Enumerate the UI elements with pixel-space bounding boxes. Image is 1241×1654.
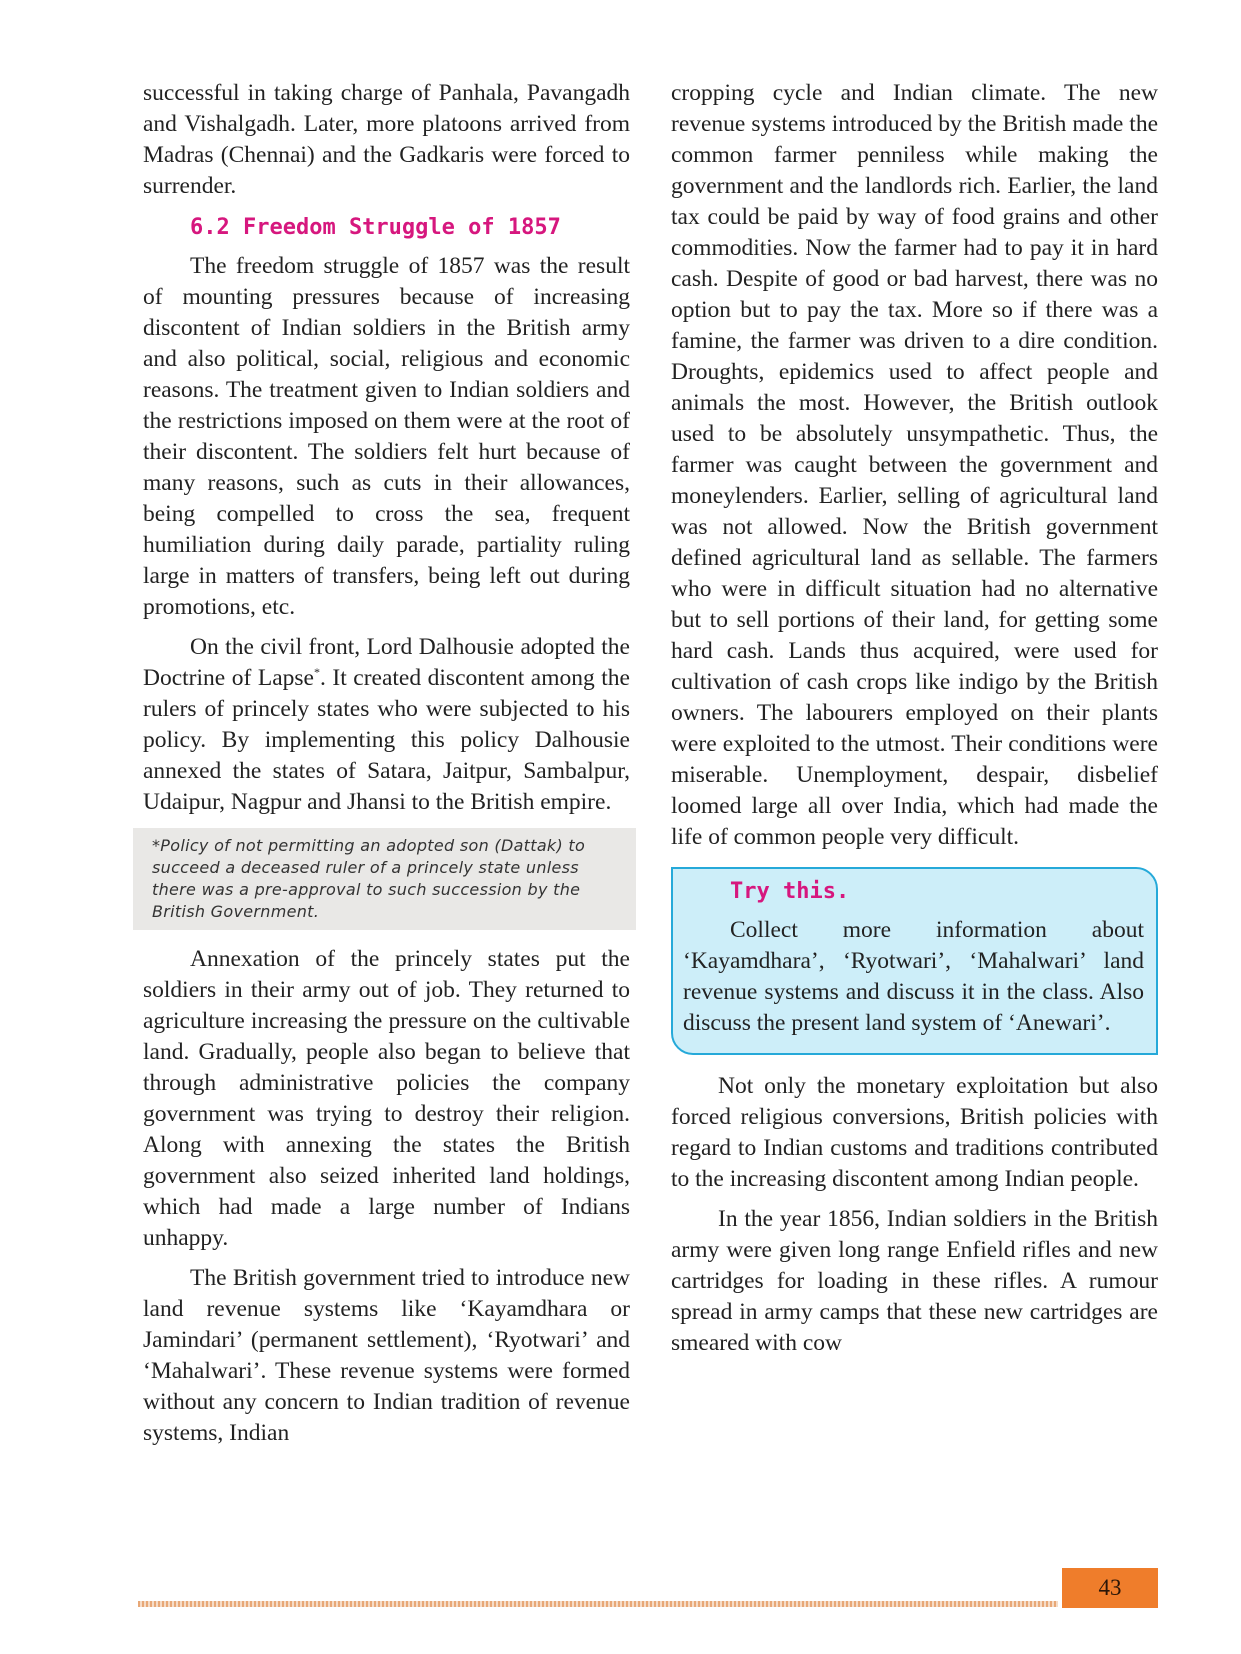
footer-rule bbox=[138, 1601, 1058, 1607]
right-column bbox=[671, 78, 1158, 1368]
paragraph-fort-capture: successful in taking charge of Panhala, Pavangadh and Vishalgadh. Later, more platoons arrived from Madras (Chennai) and the Gadkaris were forced to surrender. bbox=[143, 80, 630, 199]
left-column bbox=[143, 78, 630, 1458]
paragraph-soldier-discontent: The freedom struggle of 1857 was the result of mounting pressures because of increasing discontent of Indian soldiers in the British army and also political, social, religious and economic reasons. The treatment given to Indian soldiers and the restrictions imposed on them were at the root of their discontent. The soldiers felt hurt because of many reasons, such as cuts in their allowances, being compelled to cross the sea, frequent humiliation during daily parade, partiality ruling large in matters of transfers, being left out during promotions, etc. bbox=[143, 253, 630, 620]
paragraph-farmer-hardship: cropping cycle and Indian climate. The new revenue systems introduced by the British made the common farmer penniless while making the government and the landlords rich. Earlier, the land tax could be paid by way of food grains and other commodities. Now the farmer had to pay it in hard cash. Despite of good or bad harvest, there was no option but to pay the tax. More so if there was a famine, the farmer was driven to a dire condition. Droughts, epidemics used to affect people and animals the most. However, the British outlook used to be absolutely unsympathetic. Thus, the farmer was caught between the government and moneylenders. Earlier, selling of agricultural land was not allowed. Now the British government defined agricultural land as sellable. The farmers who were in difficult situation had no alternative but to sell portions of their land, for getting some hard cash. Lands thus acquired, were used for cultivation of cash crops like indigo by the British owners. The labourers employed on their plants were exploited to the utmost. Their conditions were miserable. Unemployment, despair, disbelief loomed large all over India, which had made the life of common people very difficult. bbox=[671, 80, 1158, 850]
doctrine-text-start: On the civil front, Lord Dalhousie adopted the Doctrine of Lapse bbox=[143, 634, 630, 691]
paragraph-annexation: Annexation of the princely states put the soldiers in their army out of job. They returned to agriculture increasing the pressure on the cultivable land. Gradually, people also began to believe that through administrative policies the company government was trying to destroy their religion. Along with annexing the states the British government also seized inherited land holdings, which had made a large number of Indians unhappy. bbox=[143, 946, 630, 1251]
try-this-box bbox=[671, 867, 1158, 1055]
page-number: 43 bbox=[1062, 1568, 1158, 1608]
footnote-box: *Policy of not permitting an adopted son (Dattak) to succeed a deceased ruler of a princely state unless there was a pre-approval to such succession by the British Government. bbox=[133, 828, 636, 930]
paragraph-land-revenue: The British government tried to introduce new land revenue systems like ‘Kayamdhara or Jamindari’ (permanent settlement), ‘Ryotwari’ and ‘Mahalwari’. These revenue systems were formed without any concern to Indian tradition of revenue systems, Indian bbox=[143, 1265, 630, 1446]
paragraph-enfield-rifles: In the year 1856, Indian soldiers in the British army were given long range Enfield rifles and new cartridges for loading in these rifles. A rumour spread in army camps that these new cartridges are smeared with cow bbox=[671, 1206, 1158, 1356]
try-this-text: Collect more information about ‘Kayamdhara’, ‘Ryotwari’, ‘Mahalwari’ land revenue systems and discuss it in the class. Also discuss the present land system of ‘Anewari’. bbox=[683, 917, 1144, 1036]
section-heading: 6.2 Freedom Struggle of 1857 bbox=[190, 215, 561, 240]
paragraph-religious-conversion: Not only the monetary exploitation but also forced religious conversions, British policies with regard to Indian customs and traditions contributed to the increasing discontent among Indian people. bbox=[671, 1073, 1158, 1192]
paragraph-doctrine-of-lapse bbox=[143, 632, 630, 818]
doctrine-text-end: . It created discontent among the rulers of princely states who were subjected to his policy. By implementing this policy Dalhousie annexed the states of Satara, Jaitpur, Sambalpur, Udaipur, Nagpur and Jhansi to the British empire. bbox=[143, 665, 630, 815]
footnote-marker: * bbox=[313, 665, 320, 680]
try-this-title: Try this. bbox=[730, 879, 850, 904]
